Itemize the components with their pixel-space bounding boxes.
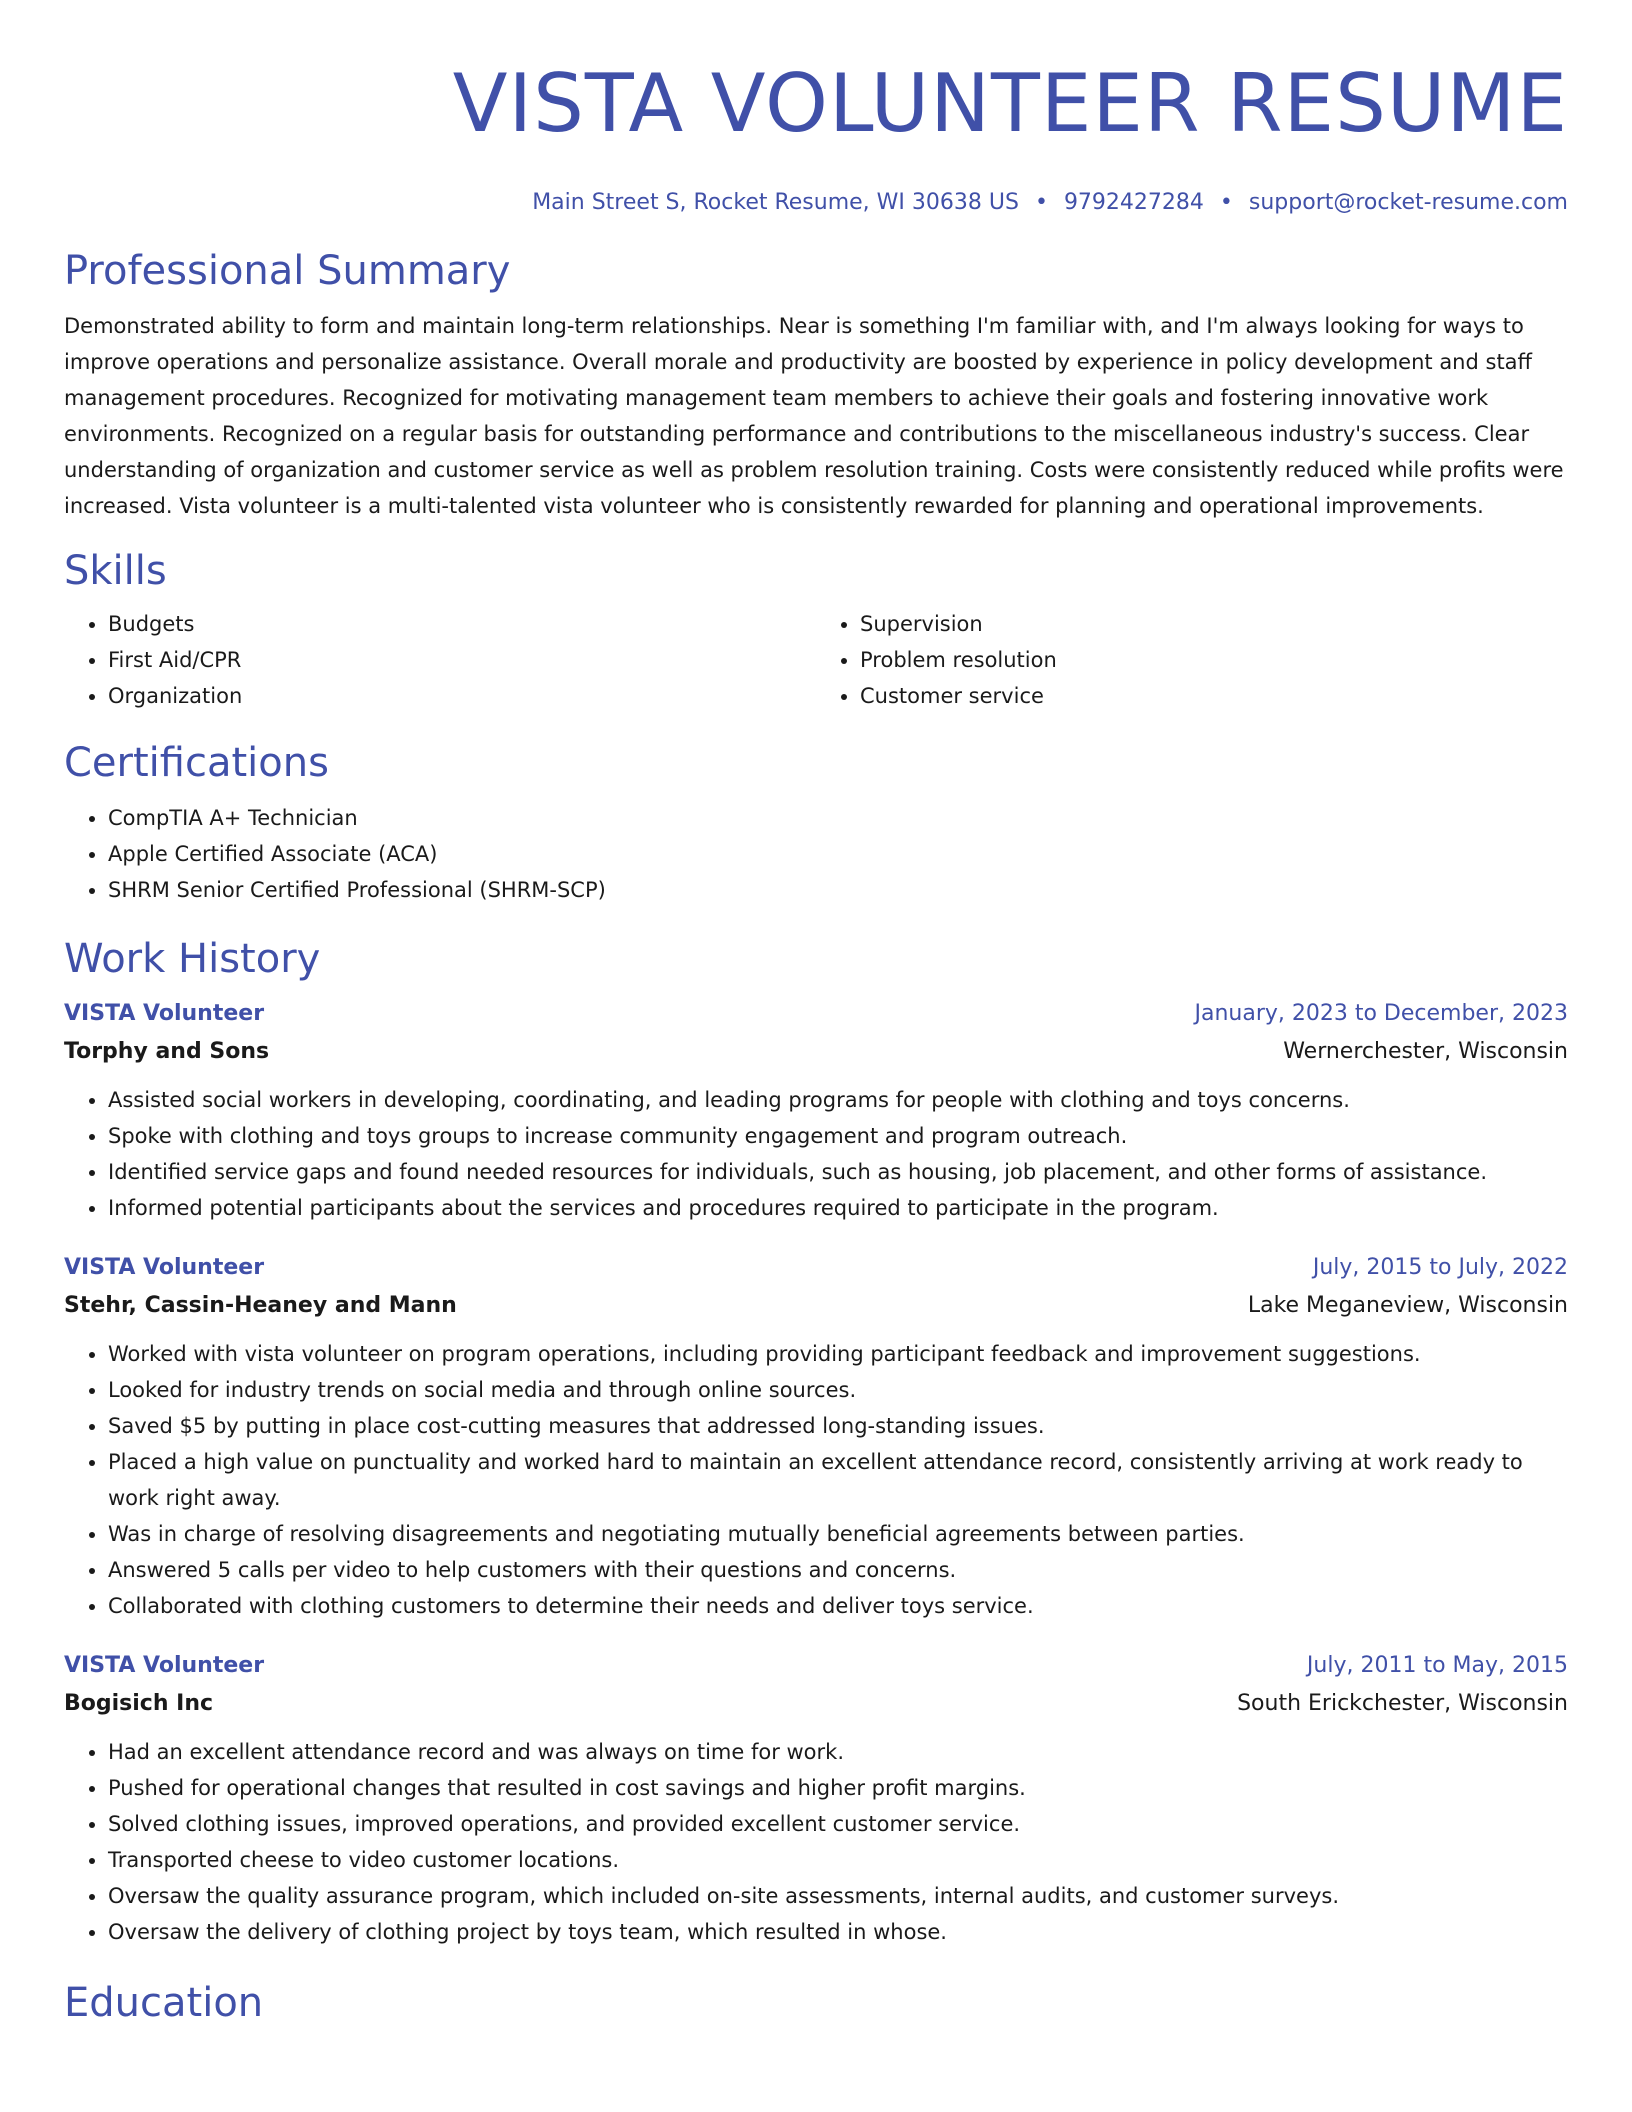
certification-item: • Apple Certified Associate (ACA) [108,836,1568,872]
job-bullet: • Saved $5 by putting in place cost-cutting measures that addressed long-standing issues. [108,1408,1568,1444]
job-entry [64,1250,1568,1624]
summary-text: Demonstrated ability to form and maintain long-term relationships. Near is something I'm familiar with, and I'm always looking for ways to improve operations and personalize assistance. Overall morale and productivity are boosted by experience in policy development and staff management procedures. Recognized for motivating management team members to achieve their goals and fostering innovative work environments. Recognized on a regular basis for outstanding performance and contributions to the miscellaneous industry's success. Clear understanding of organization and customer service as well as problem resolution training. Costs were consistently reduced while profits were increased. Vista volunteer is a multi-talented vista volunteer who is consistently rewarded for planning and operational improvements. [64,314,1564,518]
contact-line [64,188,1568,218]
job-location: Lake Meganeview, Wisconsin [1247,1293,1568,1318]
contact-separator: • [1219,190,1233,215]
skill-item: • Problem resolution [860,642,1568,678]
job-bullet: • Oversaw the delivery of clothing project by toys team, which resulted in whose. [108,1914,1568,1950]
work-history-heading: Work History [64,936,321,982]
resume-page [64,0,1568,2028]
job-bullet: • Was in charge of resolving disagreements and negotiating mutually beneficial agreements between parties. [108,1516,1568,1552]
contact-phone: 9792427284 [1063,190,1204,215]
job-title: VISTA Volunteer [64,1653,265,1678]
job-bullets [64,1082,1568,1226]
job-bullet: • Assisted social workers in developing, coordinating, and leading programs for people with clothing and toys concerns. [108,1082,1568,1118]
contact-separator: • [1034,190,1048,215]
job-dates: January, 2023 to December, 2023 [1194,1001,1568,1026]
certifications-heading: Certifications [64,740,329,786]
job-company: Bogisich Inc [64,1691,214,1716]
skills-list [64,606,1568,714]
job-location: South Erickchester, Wisconsin [1237,1691,1568,1716]
job-title: VISTA Volunteer [64,1255,265,1280]
job-dates: July, 2011 to May, 2015 [1306,1653,1568,1678]
job-location: Wernerchester, Wisconsin [1283,1039,1568,1064]
skill-item: • Customer service [860,678,1568,714]
job-entry [64,996,1568,1226]
skill-item: • Budgets [108,606,816,642]
certification-item: • CompTIA A+ Technician [108,800,1568,836]
certification-item: • SHRM Senior Certified Professional (SHRM-SCP) [108,872,1568,908]
job-bullet: • Collaborated with clothing customers to determine their needs and deliver toys service. [108,1588,1568,1624]
job-header [64,1648,1568,1684]
job-header [64,1250,1568,1286]
job-subheader [64,1032,1568,1072]
skills-column-right [816,606,1568,714]
skills-column-left [64,606,816,714]
job-bullet: • Spoke with clothing and toys groups to increase community engagement and program outreach. [108,1118,1568,1154]
job-bullet: • Pushed for operational changes that resulted in cost savings and higher profit margins. [108,1770,1568,1806]
job-bullet: • Identified service gaps and found needed resources for individuals, such as housing, job placement, and other forms of assistance. [108,1154,1568,1190]
summary-heading: Professional Summary [64,248,511,294]
job-company: Stehr, Cassin-Heaney and Mann [64,1293,457,1318]
job-entry [64,1648,1568,1950]
job-bullet: • Solved clothing issues, improved operations, and provided excellent customer service. [108,1806,1568,1842]
education-heading: Education [64,1980,264,2026]
job-bullet: • Had an excellent attendance record and was always on time for work. [108,1734,1568,1770]
skills-heading: Skills [64,548,167,594]
job-bullet: • Answered 5 calls per video to help customers with their questions and concerns. [108,1552,1568,1588]
job-bullets [64,1734,1568,1950]
job-bullet: • Oversaw the quality assurance program, which included on-site assessments, internal audits, and customer surveys. [108,1878,1568,1914]
job-header [64,996,1568,1032]
job-company: Torphy and Sons [64,1039,270,1064]
job-subheader [64,1684,1568,1724]
certifications-list [64,800,1568,908]
skill-item: • First Aid/CPR [108,642,816,678]
job-bullet: • Looked for industry trends on social media and through online sources. [108,1372,1568,1408]
resume-title: VISTA VOLUNTEER RESUME [452,57,1568,150]
skill-item: • Supervision [860,606,1568,642]
contact-address: Main Street S, Rocket Resume, WI 30638 US [532,190,1019,215]
job-bullet: • Placed a high value on punctuality and worked hard to maintain an excellent attendance record, consistently arriving at work ready to work right away. [108,1444,1568,1516]
job-bullet: • Worked with vista volunteer on program operations, including providing participant feedback and improvement suggestions. [108,1336,1568,1372]
job-title: VISTA Volunteer [64,1001,265,1026]
job-bullets [64,1336,1568,1624]
job-bullet: • Transported cheese to video customer locations. [108,1842,1568,1878]
skill-item: • Organization [108,678,816,714]
job-bullet: • Informed potential participants about the services and procedures required to participate in the program. [108,1190,1568,1226]
job-dates: July, 2015 to July, 2022 [1312,1255,1568,1280]
job-subheader [64,1286,1568,1326]
contact-email[interactable]: support@rocket-resume.com [1248,190,1568,215]
